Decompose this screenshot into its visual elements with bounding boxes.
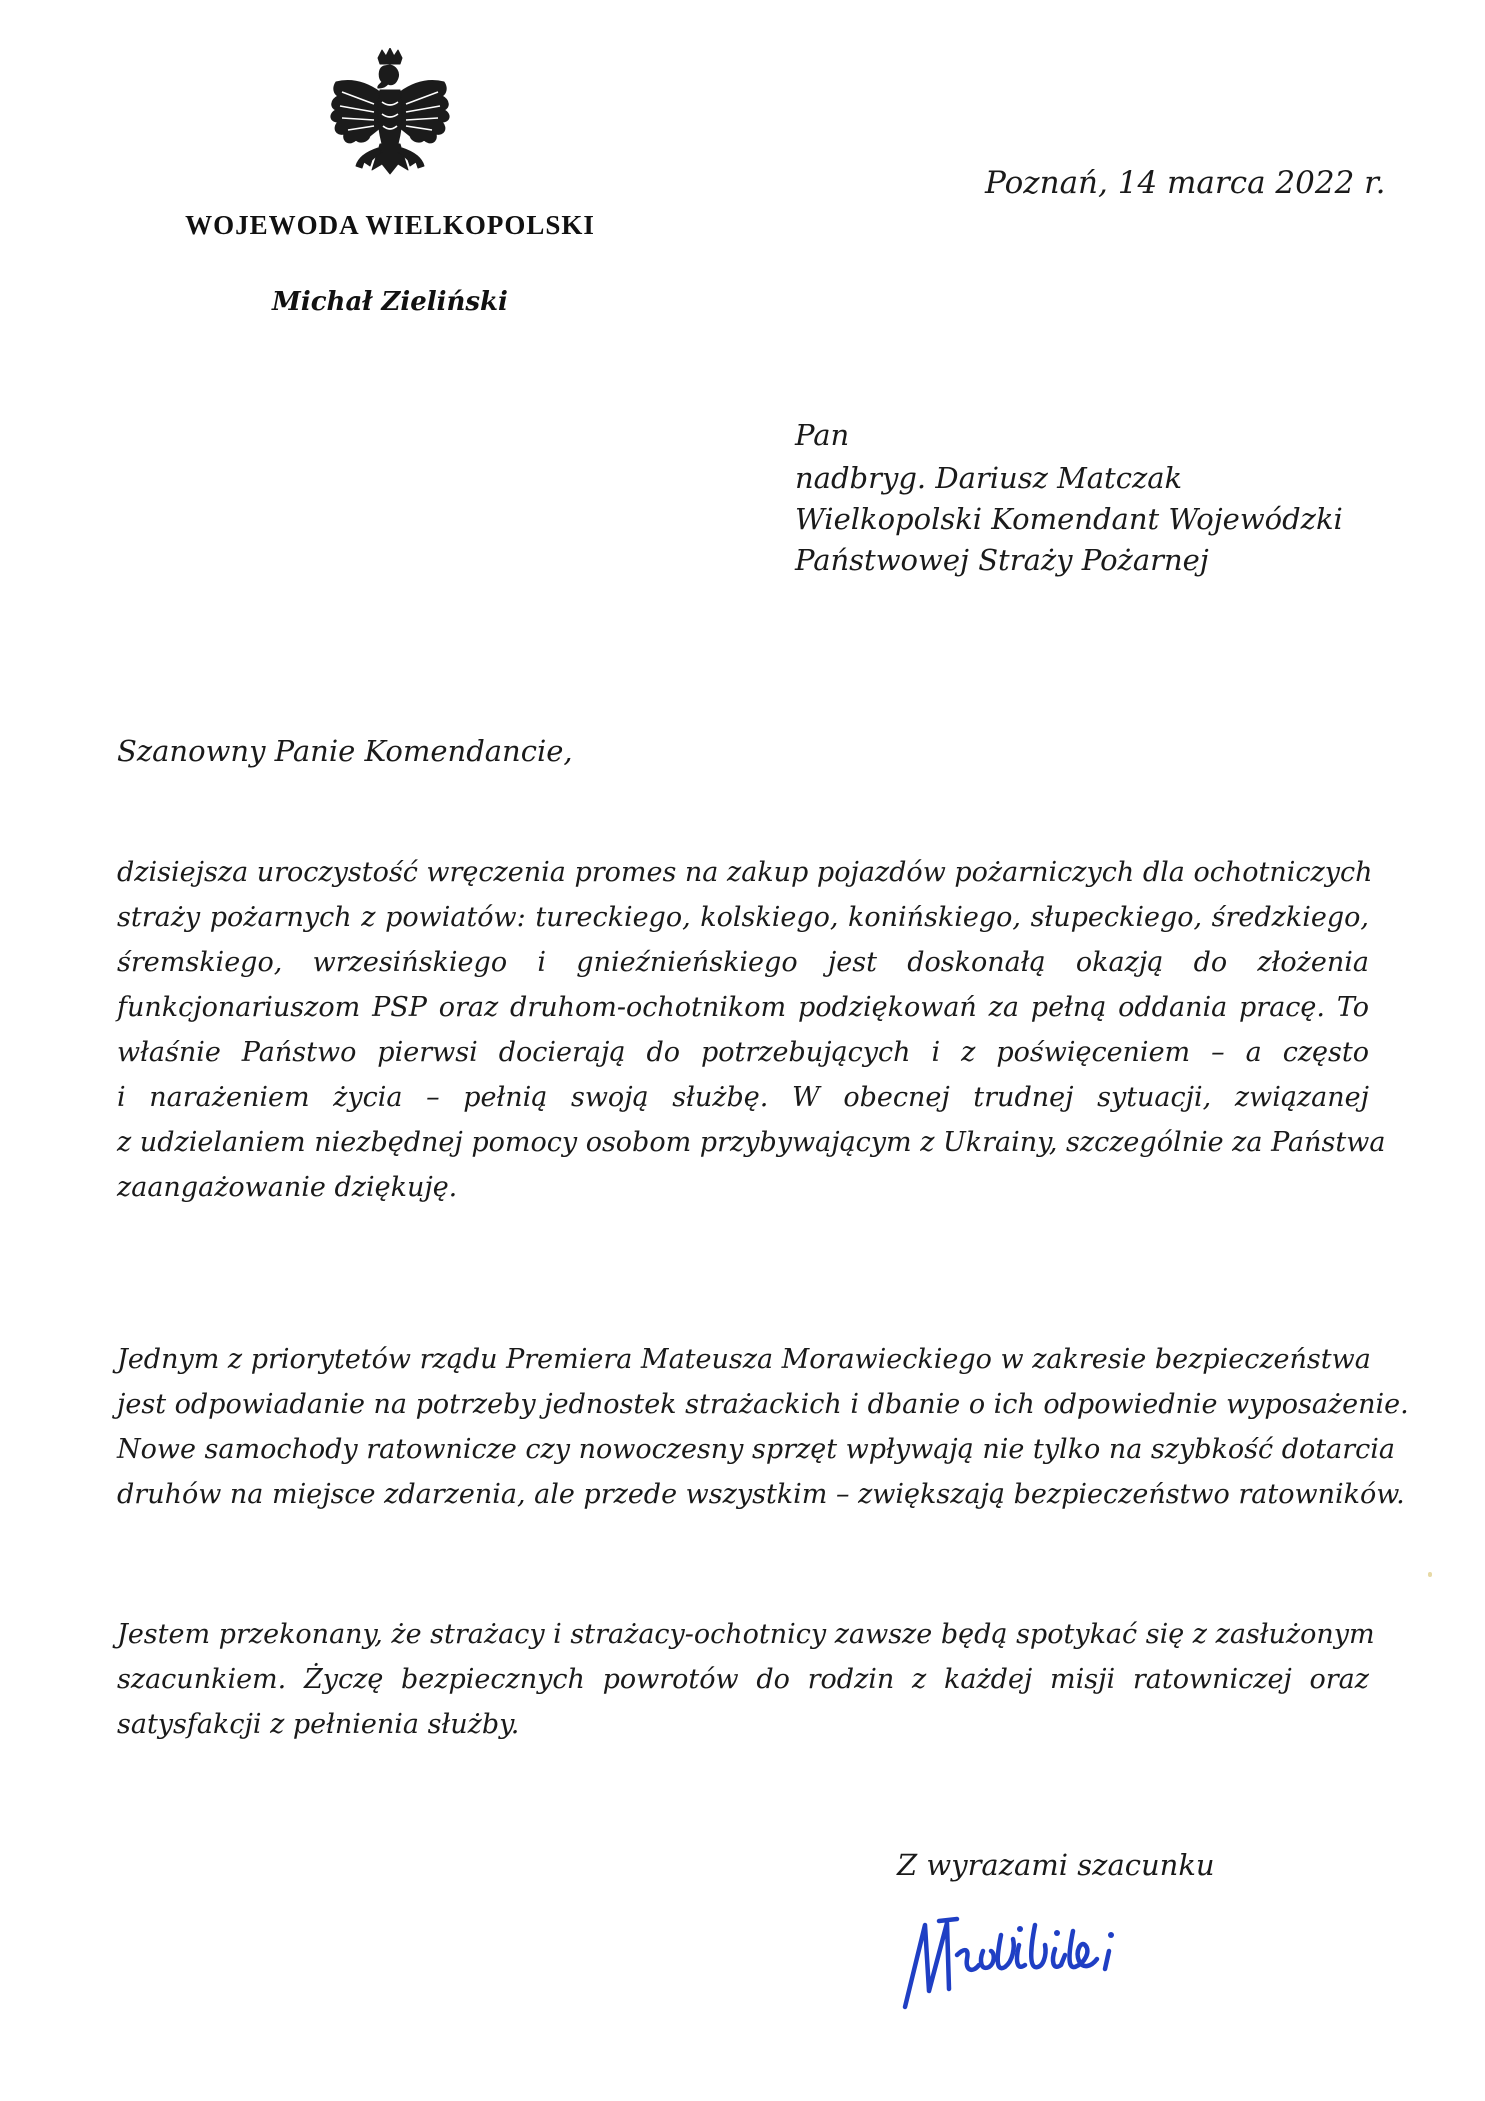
polish-eagle-emblem-icon	[322, 48, 458, 198]
paper-speck	[1428, 1572, 1432, 1577]
date-line: Poznań, 14 marca 2022 r.	[985, 165, 1386, 201]
body-line: druhów na miejsce zdarzenia, ale przede wszystkim – zwiększają bezpieczeństwo ratowników.	[117, 1479, 1405, 1510]
handwritten-signature	[895, 1895, 1255, 2015]
body-line: dzisiejsza uroczystość wręczenia promes na zakup pojazdów pożarniczych dla ochotniczych	[117, 857, 1373, 888]
body-paragraph-3	[117, 1612, 1375, 1747]
addressee-line: nadbryg. Dariusz Matczak	[795, 461, 1183, 495]
addressee-line: Wielkopolski Komendant Wojewódzki	[795, 502, 1343, 536]
body-line: zaangażowanie dziękuję.	[117, 1172, 458, 1203]
addressee-block	[795, 415, 1343, 581]
body-line: straży pożarnych z powiatów: tureckiego, kolskiego, konińskiego, słupeckiego, średzkiego,	[117, 902, 1369, 933]
body-line: z udzielaniem niezbędnej pomocy osobom przybywającym z Ukrainy, szczególnie za Państwa	[117, 1127, 1386, 1158]
body-line: Jestem przekonany, że strażacy i strażacy-ochotnicy zawsze będą spotykać się z zasłużonym	[117, 1619, 1375, 1650]
addressee-line: Pan	[795, 418, 850, 452]
body-line: śremskiego, wrzesińskiego i gnieźnieńskiego jest doskonałą okazją do złożenia	[117, 947, 1369, 978]
body-line: szacunkiem. Życzę bezpiecznych powrotów do rodzin z każdej misji ratowniczej oraz	[117, 1664, 1369, 1695]
salutation: Szanowny Panie Komendancie,	[117, 734, 573, 768]
body-line: funkcjonariuszom PSP oraz druhom-ochotnikom podziękowań za pełną oddania pracę. To	[117, 992, 1369, 1023]
body-line: jest odpowiadanie na potrzeby jednostek strażackich i dbanie o ich odpowiednie wyposażenie.	[117, 1389, 1409, 1420]
official-name: Michał Zieliński	[272, 287, 508, 317]
body-line: Jednym z priorytetów rządu Premiera Mateusza Morawieckiego w zakresie bezpieczeństwa	[117, 1344, 1371, 1375]
body-line: i narażeniem życia – pełnią swoją służbę. W obecnej trudnej sytuacji, związanej	[117, 1082, 1369, 1113]
body-paragraph-1	[117, 850, 1386, 1210]
body-paragraph-2	[117, 1337, 1409, 1517]
addressee-line: Państwowej Straży Pożarnej	[795, 543, 1209, 577]
body-line: Nowe samochody ratownicze czy nowoczesny sprzęt wpływają nie tylko na szybkość dotarcia	[117, 1434, 1395, 1465]
office-title: WOJEWODA WIELKOPOLSKI	[185, 210, 595, 240]
body-line: właśnie Państwo pierwsi docierają do potrzebujących i z poświęceniem – a często	[117, 1037, 1369, 1068]
closing-phrase: Z wyrazami szacunku	[897, 1848, 1215, 1882]
body-line: satysfakcji z pełnienia służby.	[117, 1709, 520, 1740]
